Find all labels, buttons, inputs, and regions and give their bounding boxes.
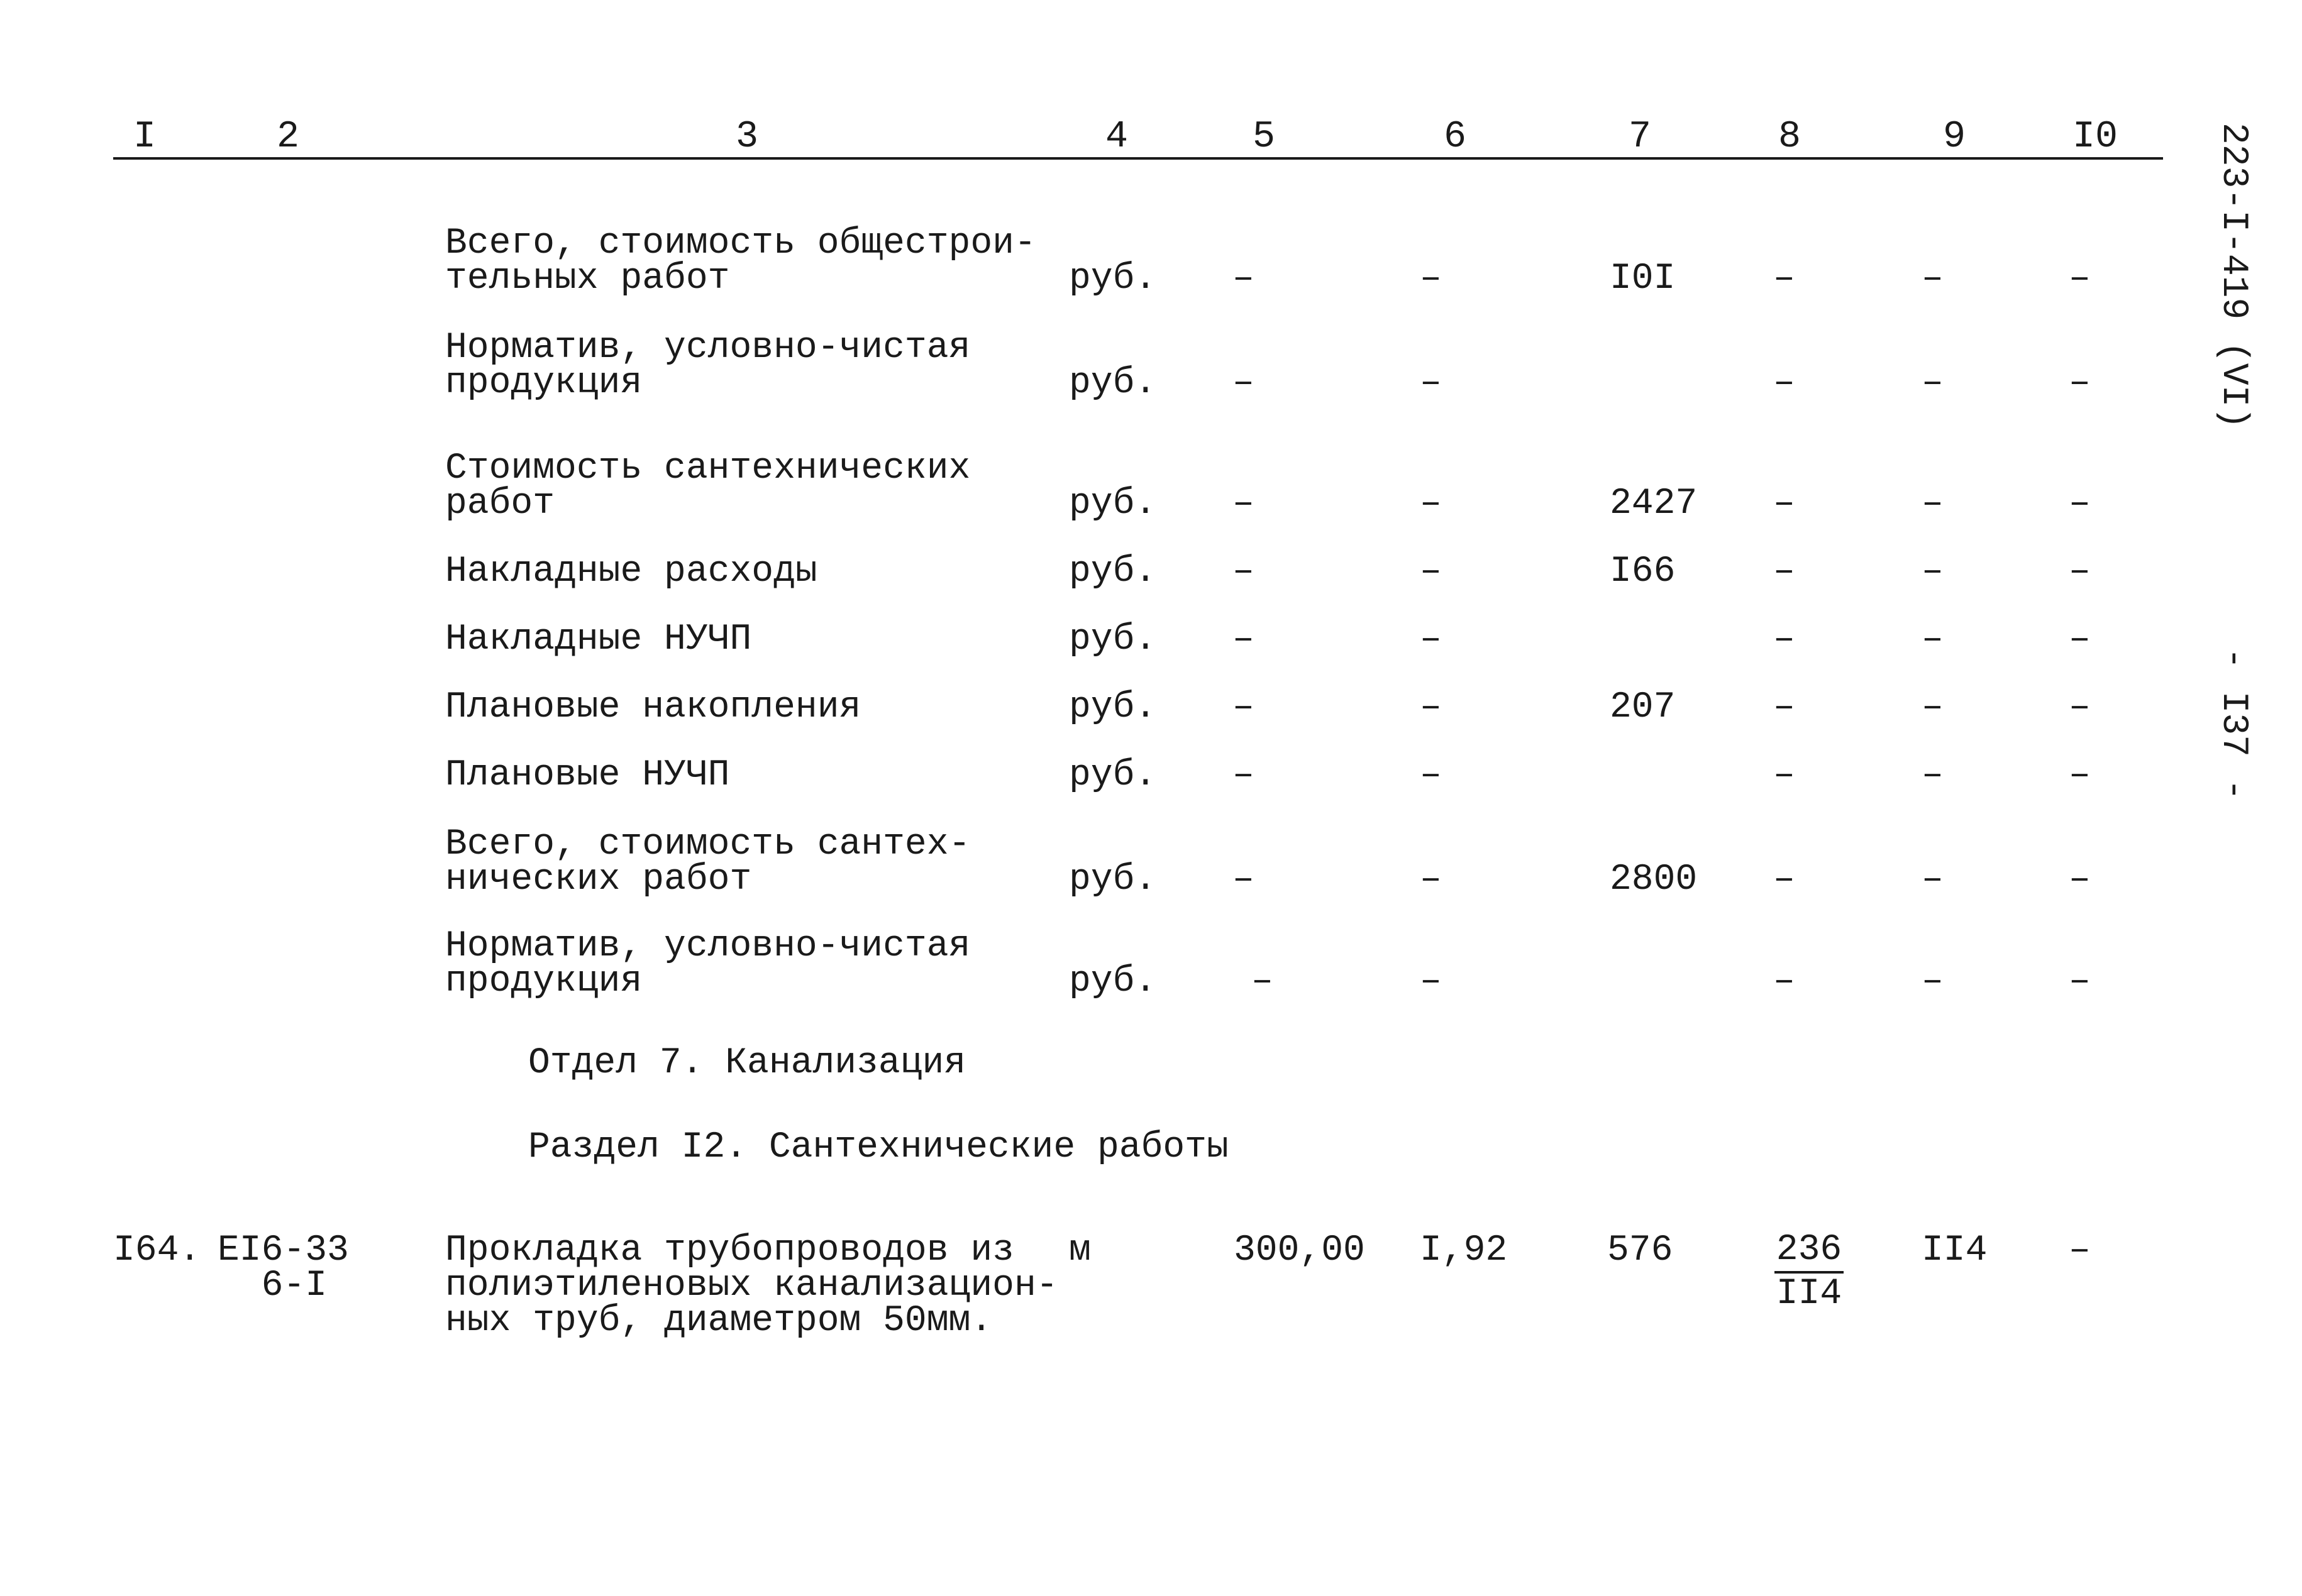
item-unit: м <box>1069 1230 1091 1271</box>
row-unit: руб. <box>1069 687 1157 728</box>
row-col9: – <box>1922 363 1944 404</box>
row-col10: – <box>2069 551 2091 592</box>
row-col7: I66 <box>1610 551 1676 592</box>
row-name: Накладные НУЧП <box>445 619 752 660</box>
row-col8: – <box>1773 363 1795 404</box>
row-col7: 2427 <box>1610 483 1698 524</box>
fraction-denominator: II4 <box>1776 1274 1842 1314</box>
row-col8: – <box>1773 551 1795 592</box>
row-col7: 2800 <box>1610 859 1698 900</box>
row-col6: – <box>1420 859 1442 900</box>
row-col9: – <box>1922 961 1944 1002</box>
row-col7: I0I <box>1610 258 1676 299</box>
row-col5: – <box>1232 483 1254 524</box>
row-col9: – <box>1922 551 1944 592</box>
row-col10: – <box>2069 961 2091 1002</box>
row-unit: руб. <box>1069 363 1157 404</box>
row-col9: – <box>1922 755 1944 796</box>
row-col5: – <box>1232 859 1254 900</box>
row-col5: – <box>1232 363 1254 404</box>
column-header-5: 5 <box>1253 116 1276 158</box>
header-rule <box>113 157 2163 160</box>
row-col6: – <box>1420 961 1442 1002</box>
row-col10: – <box>2069 687 2091 728</box>
row-col9: – <box>1922 859 1944 900</box>
row-name: Всего, стоимость сантех- нических работ <box>445 824 971 900</box>
column-header-3: 3 <box>736 116 759 158</box>
column-header-8: 8 <box>1778 116 1801 158</box>
row-col9: – <box>1922 619 1944 660</box>
row-name: Плановые НУЧП <box>445 755 730 796</box>
row-name: Накладные расходы <box>445 551 817 592</box>
item-col8-fraction <box>1774 1232 1844 1313</box>
item-total: 576 <box>1607 1230 1673 1271</box>
row-name: Плановые накопления <box>445 687 861 728</box>
row-col8: – <box>1773 755 1795 796</box>
document-code: 223-I-419 (VI) <box>2213 123 2254 429</box>
row-unit: руб. <box>1069 551 1157 592</box>
row-col5: – <box>1232 258 1254 299</box>
row-col5: – <box>1232 619 1254 660</box>
column-header-7: 7 <box>1629 116 1652 158</box>
page-number: - I37 - <box>2213 647 2254 801</box>
row-name: Всего, стоимость общестрои- тельных работ <box>445 223 1036 299</box>
row-name: Стоимость сантехнических работ <box>445 448 971 524</box>
row-col6: – <box>1420 755 1442 796</box>
row-col6: – <box>1420 551 1442 592</box>
column-header-6: 6 <box>1444 116 1467 158</box>
row-col5: – <box>1232 687 1254 728</box>
row-name: Норматив, условно-чистая продукция <box>445 926 971 1002</box>
item-col10: – <box>2069 1230 2091 1271</box>
row-unit: руб. <box>1069 961 1157 1002</box>
row-col7: 207 <box>1610 687 1676 728</box>
row-col8: – <box>1773 483 1795 524</box>
row-col9: – <box>1922 687 1944 728</box>
column-header-1: I <box>133 116 157 158</box>
row-col6: – <box>1420 258 1442 299</box>
row-unit: руб. <box>1069 859 1157 900</box>
row-col6: – <box>1420 483 1442 524</box>
item-quantity: 300,00 <box>1234 1230 1365 1271</box>
row-col10: – <box>2069 258 2091 299</box>
item-name: Прокладка трубопроводов из полиэтиленовых канализацион- ных труб, диаметром 50мм. <box>445 1230 1058 1341</box>
row-col10: – <box>2069 363 2091 404</box>
column-header-2: 2 <box>277 116 300 158</box>
row-col6: – <box>1420 687 1442 728</box>
column-header-10: I0 <box>2072 116 2118 158</box>
row-col5: – <box>1251 961 1273 1002</box>
row-col8: – <box>1773 859 1795 900</box>
row-col8: – <box>1773 961 1795 1002</box>
row-col6: – <box>1420 363 1442 404</box>
row-col9: – <box>1922 483 1944 524</box>
row-col10: – <box>2069 859 2091 900</box>
row-col9: – <box>1922 258 1944 299</box>
item-col9: II4 <box>1922 1230 1988 1271</box>
item-code: EI6-33 6-I <box>218 1230 349 1306</box>
row-unit: руб. <box>1069 258 1157 299</box>
row-name: Норматив, условно-чистая продукция <box>445 327 971 404</box>
row-col5: – <box>1232 551 1254 592</box>
fraction-numerator: 236 <box>1774 1232 1844 1274</box>
department-title: Отдел 7. Канализация <box>528 1043 966 1084</box>
item-number: I64. <box>113 1230 201 1271</box>
row-col10: – <box>2069 755 2091 796</box>
row-col10: – <box>2069 483 2091 524</box>
row-unit: руб. <box>1069 619 1157 660</box>
section-title: Раздел I2. Сантехнические работы <box>528 1127 1229 1168</box>
column-header-4: 4 <box>1105 116 1129 158</box>
item-price: I,92 <box>1420 1230 1508 1271</box>
row-col8: – <box>1773 619 1795 660</box>
row-col6: – <box>1420 619 1442 660</box>
column-header-9: 9 <box>1943 116 1966 158</box>
row-col8: – <box>1773 258 1795 299</box>
row-unit: руб. <box>1069 755 1157 796</box>
row-unit: руб. <box>1069 483 1157 524</box>
row-col5: – <box>1232 755 1254 796</box>
row-col10: – <box>2069 619 2091 660</box>
row-col8: – <box>1773 687 1795 728</box>
